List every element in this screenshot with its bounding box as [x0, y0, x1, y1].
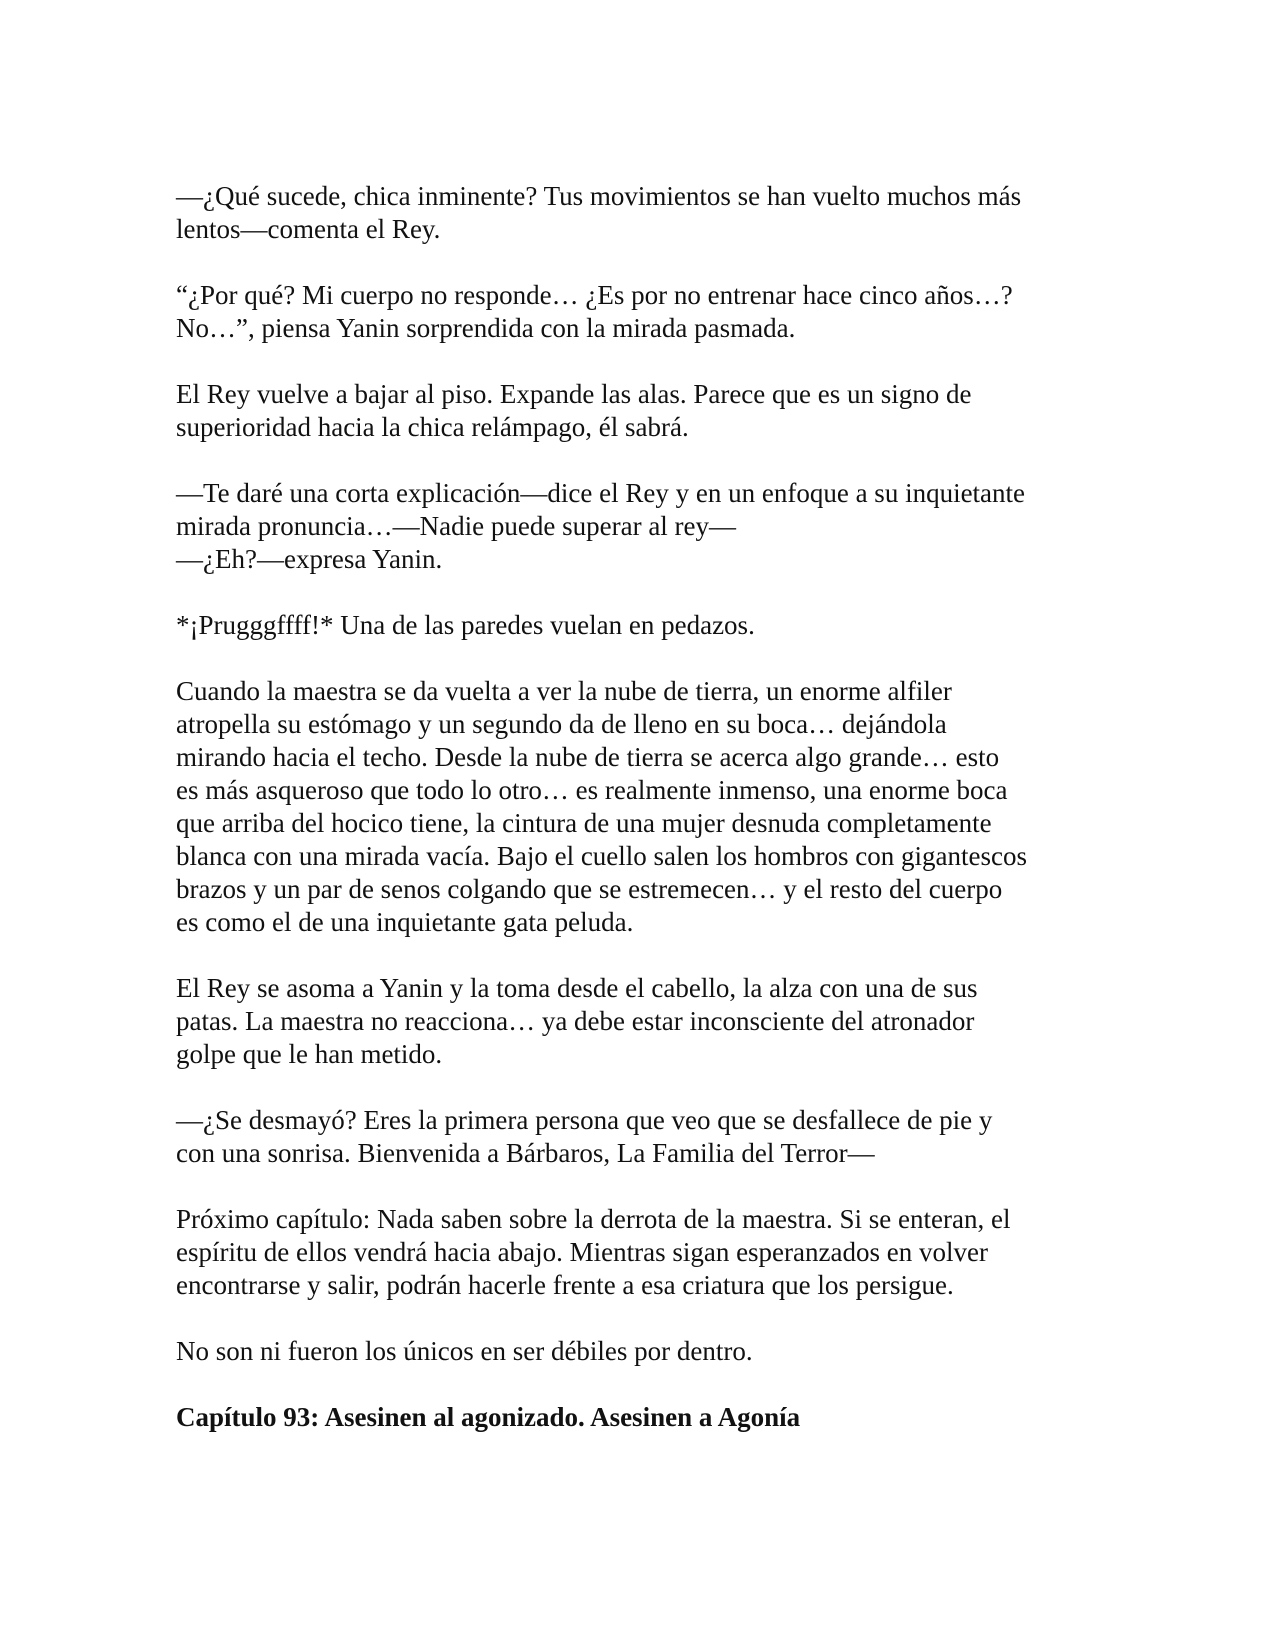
- text-line: El Rey se asoma a Yanin y la toma desde el cabello, la alza con una de sus: [176, 973, 978, 1003]
- paragraph: [176, 609, 1106, 642]
- text-line: —¿Qué sucede, chica inminente? Tus movimientos se han vuelto muchos más: [176, 181, 1022, 211]
- paragraph: [176, 378, 1106, 444]
- text-line: blanca con una mirada vacía. Bajo el cuello salen los hombros con gigantescos: [176, 841, 1027, 871]
- paragraph: [176, 972, 1106, 1071]
- text-line: Próximo capítulo: Nada saben sobre la derrota de la maestra. Si se enteran, el: [176, 1204, 1011, 1234]
- text-line: con una sonrisa. Bienvenida a Bárbaros, La Familia del Terror—: [176, 1138, 875, 1168]
- text-line: No son ni fueron los únicos en ser débiles por dentro.: [176, 1336, 753, 1366]
- paragraph: [176, 1335, 1106, 1368]
- text-line: mirando hacia el techo. Desde la nube de tierra se acerca algo grande… esto: [176, 742, 1000, 772]
- text-line: El Rey vuelve a bajar al piso. Expande las alas. Parece que es un signo de: [176, 379, 972, 409]
- text-line: —¿Se desmayó? Eres la primera persona que veo que se desfallece de pie y: [176, 1105, 993, 1135]
- paragraph: [176, 279, 1106, 345]
- text-line: espíritu de ellos vendrá hacia abajo. Mientras sigan esperanzados en volver: [176, 1237, 988, 1267]
- text-line: mirada pronuncia…—Nadie puede superar al rey—: [176, 511, 737, 541]
- paragraph: [176, 180, 1106, 246]
- paragraph: [176, 675, 1106, 939]
- text-line: golpe que le han metido.: [176, 1039, 443, 1069]
- text-line: brazos y un par de senos colgando que se estremecen… y el resto del cuerpo: [176, 874, 1003, 904]
- text-line: superioridad hacia la chica relámpago, él sabrá.: [176, 412, 689, 442]
- text-line: es más asqueroso que todo lo otro… es realmente inmenso, una enorme boca: [176, 775, 1008, 805]
- text-line: lentos—comenta el Rey.: [176, 214, 441, 244]
- text-line: —¿Eh?—expresa Yanin.: [176, 544, 443, 574]
- paragraph: [176, 477, 1106, 576]
- text-line: atropella su estómago y un segundo da de lleno en su boca… dejándola: [176, 709, 947, 739]
- text-line: —Te daré una corta explicación—dice el Rey y en un enfoque a su inquietante: [176, 478, 1026, 508]
- text-line: Cuando la maestra se da vuelta a ver la nube de tierra, un enorme alfiler: [176, 676, 952, 706]
- document-body: [176, 180, 1106, 1434]
- text-line: No…”, piensa Yanin sorprendida con la mirada pasmada.: [176, 313, 796, 343]
- text-line: es como el de una inquietante gata peluda.: [176, 907, 634, 937]
- paragraph: [176, 1203, 1106, 1302]
- text-line: encontrarse y salir, podrán hacerle frente a esa criatura que los persigue.: [176, 1270, 954, 1300]
- text-line: que arriba del hocico tiene, la cintura de una mujer desnuda completamente: [176, 808, 992, 838]
- text-line: *¡Prugggffff!* Una de las paredes vuelan en pedazos.: [176, 610, 755, 640]
- text-line: patas. La maestra no reacciona… ya debe estar inconsciente del atronador: [176, 1006, 975, 1036]
- paragraph: [176, 1104, 1106, 1170]
- text-line: “¿Por qué? Mi cuerpo no responde… ¿Es por no entrenar hace cinco años…?: [176, 280, 1013, 310]
- chapter-heading: Capítulo 93: Asesinen al agonizado. Asesinen a Agonía: [176, 1402, 801, 1432]
